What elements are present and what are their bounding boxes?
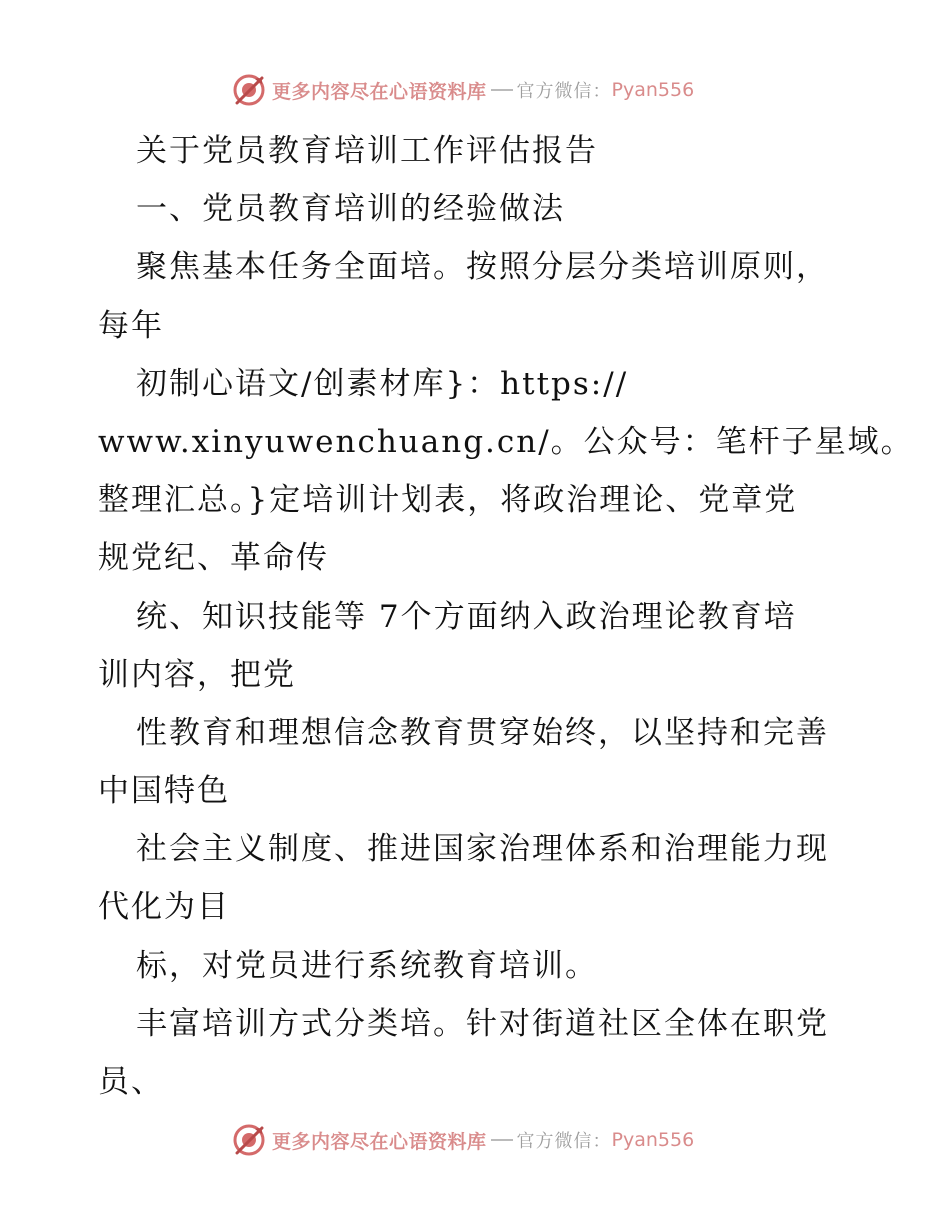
banner-suffix: 官方微信： [516, 1131, 612, 1152]
section-heading: 一、党员教育培训的经验做法 [136, 191, 565, 228]
paragraph-line: 每年 [98, 307, 164, 344]
paragraph-line: www.xinyuwenchuang.cn/。公众号：笔杆子星域。 [98, 423, 914, 460]
paragraph-line: 整理汇总。}定培训计划表，将政治理论、党章党 [98, 482, 798, 519]
paragraph-line: 中国特色 [98, 773, 230, 810]
footer-banner [232, 1122, 694, 1158]
banner-suffix: 官方微信： [516, 81, 612, 102]
banner-text: 更多内容尽在心语资料库 [272, 80, 487, 103]
banner-divider [491, 1139, 513, 1141]
paragraph-line: 代化为目 [98, 889, 230, 926]
paragraph-line: 社会主义制度、推进国家治理体系和治理能力现 [136, 831, 829, 868]
document-title: 关于党员教育培训工作评估报告 [136, 133, 598, 169]
banner-text: 更多内容尽在心语资料库 [272, 1130, 487, 1153]
paragraph-line: 员、 [98, 1064, 164, 1100]
paragraph-line: 标，对党员进行系统教育培训。 [136, 947, 598, 984]
banner-divider [491, 89, 513, 91]
paragraph-line: 丰富培训方式分类培。针对街道社区全体在职党 [136, 1005, 829, 1042]
paragraph-line: 性教育和理想信念教育贯穿始终，以坚持和完善 [136, 714, 829, 751]
quill-logo-icon [232, 73, 266, 107]
banner-wechat-id: Pyan556 [611, 1129, 695, 1151]
banner-wechat-id: Pyan556 [611, 79, 695, 101]
paragraph-line: 统、知识技能等 7个方面纳入政治理论教育培 [136, 598, 797, 635]
document-body [98, 122, 914, 1111]
header-banner [232, 72, 694, 108]
quill-logo-icon [232, 1123, 266, 1157]
paragraph-line: 规党纪、革命传 [98, 540, 329, 577]
paragraph-line: 聚焦基本任务全面培。按照分层分类培训原则， [136, 249, 829, 286]
paragraph-line: 初制心语文/创素材库}：https:// [136, 365, 629, 402]
paragraph-line: 训内容，把党 [98, 656, 296, 693]
